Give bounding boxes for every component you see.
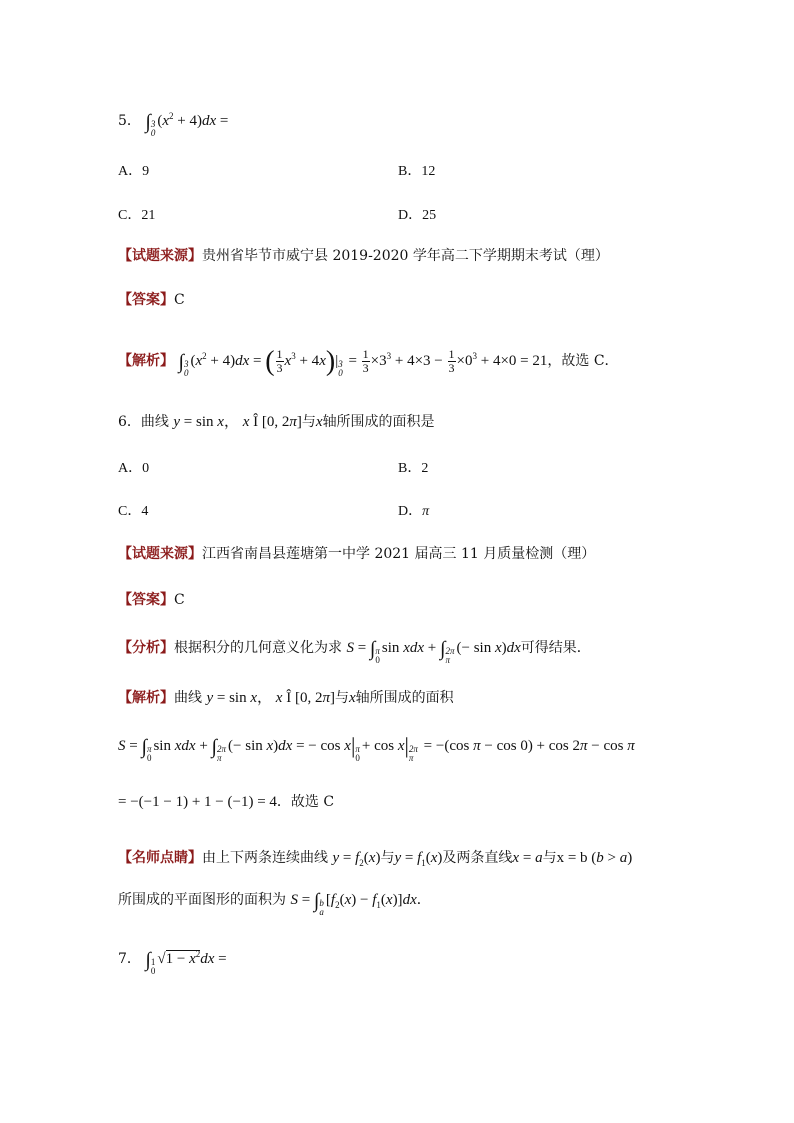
q6-option-c: C．4 — [118, 504, 149, 519]
q5-analysis: 【解析】 ∫ 3 0 $(x^2 + 4)dx$ = ( $\frac{1}{3}$ $x^3 + 4x)|$ 3 0 = $\frac{1}{3}$ $\times 3^3 + 4\times 3$ − $\frac{1}{3}$ $\times 0^3 + 4\times 0 = 21$，故选 C． — [118, 346, 619, 378]
q6-tip-line2: 所围成的平面图形的面积为 S = ∫ b a $[f_2(x) - f_1(x)]dx$． — [118, 890, 431, 917]
q6-tip: 【名师点睛】由上下两条连续曲线 $y = f_2(x)$与$y = f_1(x)$及两条直线x = a与x = b (b > a) — [118, 850, 633, 868]
q6-analysis: 【解析】曲线 y = sin x， x Î [0, 2π]与x轴所围成的面积 — [118, 690, 454, 706]
q6-analysis-formula: S = ∫ π 0 sin xdx + ∫ 2π π (− sin x)dx = − cos x| π 0 + cos x| 2π π = −(cos π − cos 0) + cos 2π − cos π — [118, 733, 635, 763]
q6-option-b: B．2 — [398, 461, 429, 476]
q5-option-c: C．21 — [118, 208, 156, 223]
q5-option-d: D．25 — [398, 208, 437, 223]
q5-stem — [118, 106, 228, 138]
q5-number: 5． — [118, 113, 141, 129]
q6-result: = −(−1 − 1) + 1 − (−1) = 4．故选 C — [118, 794, 335, 810]
q6-fenxi: 【分析】根据积分的几何意义化为求 S = ∫ π 0 sin xdx + ∫ 2π π (− sin x)dx可得结果． — [118, 638, 591, 665]
q5-answer: 【答案】C — [118, 292, 185, 308]
q7-stem: 7． ∫ 1 0 $√1 - x^2dx$ = — [118, 949, 227, 976]
q6-source: 【试题来源】江西省南昌县莲塘第一中学 2021 届高三 11 月质量检测（理） — [118, 546, 596, 562]
q6-option-a: A．0 — [118, 461, 150, 476]
q6-answer: 【答案】C — [118, 592, 185, 608]
q5-option-a: A．9 — [118, 164, 150, 179]
q6-stem: 6．曲线 y = sin x， x Î [0, 2π]与x轴所围成的面积是 — [118, 414, 435, 430]
q5-analysis-formula: ∫ 3 0 $(x^2 + 4)dx$ = ( $\frac{1}{3}$ $x^3 + 4x)|$ 3 0 = $\frac{1}{3}$ $\times 3^3 + 4\times 3$ − $\frac{1}{3}$ $\times 0^3 + 4\times 0 = 21$ — [178, 346, 548, 378]
q5-integral: ∫ 3 0 $(x^2 + 4)dx$ = — [145, 111, 229, 138]
q6-option-d: D．π — [398, 504, 430, 519]
q5-option-b: B．12 — [398, 164, 436, 179]
q5-source: 【试题来源】贵州省毕节市威宁县 2019-2020 学年高二下学期期末考试（理） — [118, 248, 609, 264]
